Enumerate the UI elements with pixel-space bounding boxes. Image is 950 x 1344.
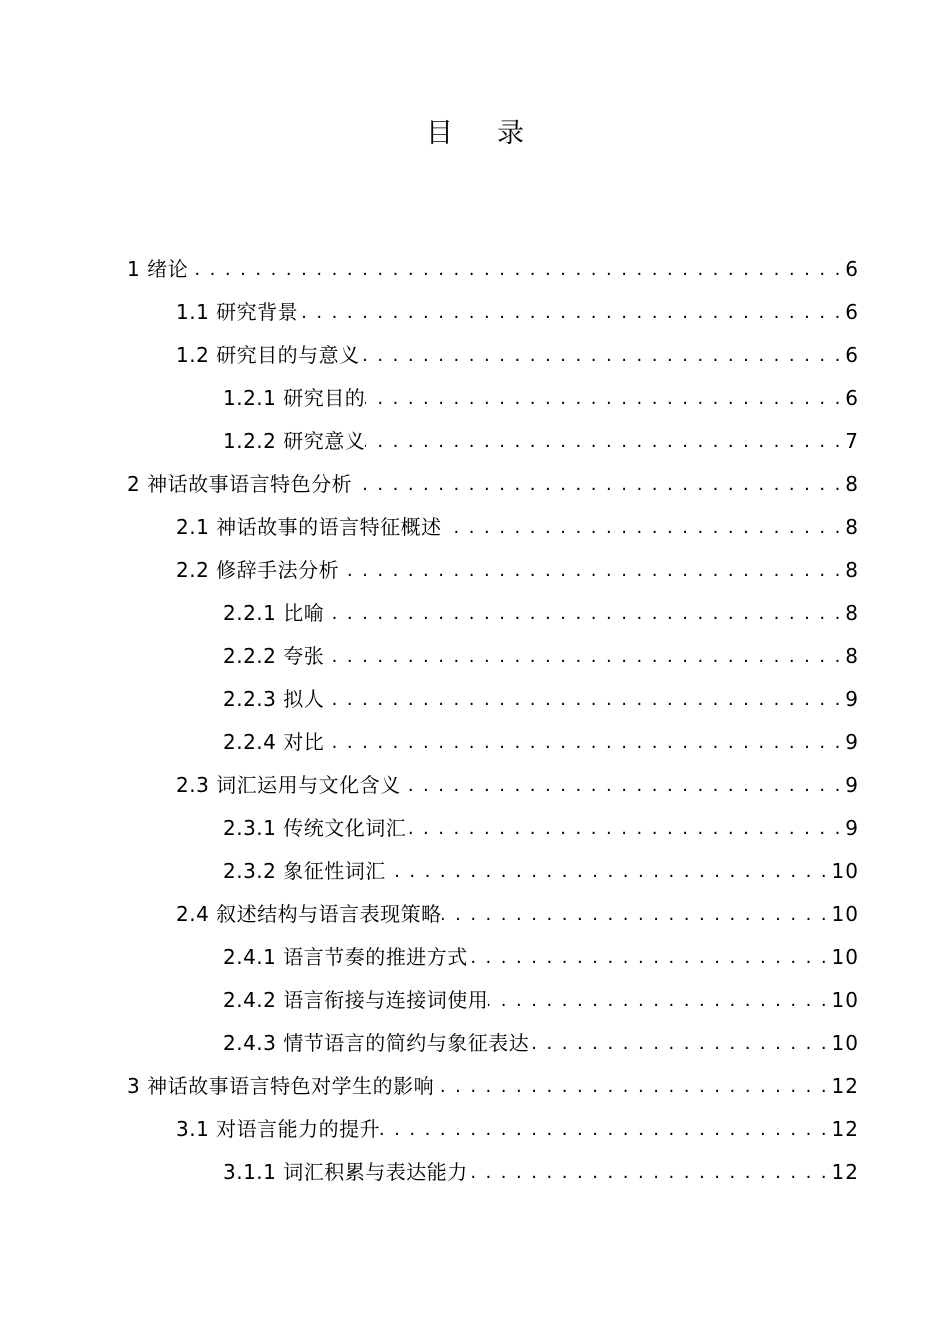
dot-leader [298, 291, 842, 334]
toc-entry-page: 12 [831, 1074, 859, 1098]
dot-leader [352, 463, 842, 506]
dot-leader [401, 764, 843, 807]
toc-entry[interactable] [0, 936, 950, 979]
dot-leader [324, 592, 842, 635]
dot-leader [188, 248, 842, 291]
toc-entry[interactable] [0, 721, 950, 764]
toc-entry-label: 1.1 研究背景 [176, 300, 299, 324]
toc-entry[interactable] [0, 592, 950, 635]
toc-entry-label: 2.2.3 拟人 [223, 687, 325, 711]
toc-entry-label: 2.4 叙述结构与语言表现策略 [176, 902, 442, 926]
toc-entry-label: 3.1 对语言能力的提升 [176, 1117, 381, 1141]
toc-entry-page: 6 [845, 386, 859, 410]
toc-entry-label: 1.2.2 研究意义 [223, 429, 366, 453]
dot-leader [339, 549, 842, 592]
toc-entry[interactable] [0, 1065, 950, 1108]
toc-entry[interactable] [0, 420, 950, 463]
toc-entry-label: 3 神话故事语言特色对学生的影响 [127, 1074, 435, 1098]
toc-entry[interactable] [0, 506, 950, 549]
toc-entry-page: 6 [845, 257, 859, 281]
dot-leader [324, 721, 842, 764]
toc-entry[interactable] [0, 807, 950, 850]
toc-entry-page: 10 [831, 902, 859, 926]
toc-entry[interactable] [0, 549, 950, 592]
toc-entry-label: 1 绪论 [127, 257, 189, 281]
toc-entry-label: 1.2 研究目的与意义 [176, 343, 360, 367]
dot-leader [386, 850, 829, 893]
dot-leader [442, 893, 829, 936]
toc-entry[interactable] [0, 635, 950, 678]
toc-entry[interactable] [0, 463, 950, 506]
toc-entry[interactable] [0, 850, 950, 893]
toc-entry[interactable] [0, 248, 950, 291]
dot-leader [442, 506, 843, 549]
toc-entry-page: 12 [831, 1117, 859, 1141]
toc-entry-page: 6 [845, 300, 859, 324]
toc-entry-label: 2.3.1 传统文化词汇 [223, 816, 407, 840]
dot-leader [324, 635, 842, 678]
toc-title [0, 114, 950, 154]
toc-entry[interactable] [0, 979, 950, 1022]
toc-entry-page: 9 [845, 816, 859, 840]
toc-entry-label: 2.2.4 对比 [223, 730, 325, 754]
dot-leader [468, 936, 829, 979]
dot-leader [324, 678, 842, 721]
dot-leader [529, 1022, 828, 1065]
toc-entry[interactable] [0, 764, 950, 807]
toc-entry[interactable] [0, 291, 950, 334]
toc-entry-label: 2.3.2 象征性词汇 [223, 859, 386, 883]
toc-entry-label: 2.4.1 语言节奏的推进方式 [223, 945, 468, 969]
toc-entry-label: 2.3 词汇运用与文化含义 [176, 773, 401, 797]
dot-leader [406, 807, 842, 850]
toc-entry-label: 2.4.2 语言衔接与连接词使用 [223, 988, 489, 1012]
toc-entry-label: 2.4.3 情节语言的简约与象征表达 [223, 1031, 530, 1055]
toc-entry[interactable] [0, 678, 950, 721]
toc-entry[interactable] [0, 1151, 950, 1194]
toc-entry[interactable] [0, 334, 950, 377]
toc-entry-page: 10 [831, 988, 859, 1012]
toc-entry-page: 8 [845, 601, 859, 625]
toc-title-part-1: 目 [426, 118, 453, 149]
toc-entry[interactable] [0, 1108, 950, 1151]
toc-entry-label: 2 神话故事语言特色分析 [127, 472, 353, 496]
dot-leader [488, 979, 828, 1022]
toc-entry[interactable] [0, 893, 950, 936]
toc-entry-page: 10 [831, 859, 859, 883]
toc-title-part-2: 录 [497, 118, 524, 149]
dot-leader [434, 1065, 828, 1108]
toc-entry-page: 8 [845, 558, 859, 582]
toc-entry-label: 2.2.2 夸张 [223, 644, 325, 668]
toc-entry-page: 8 [845, 472, 859, 496]
toc-entry-label: 1.2.1 研究目的 [223, 386, 366, 410]
toc-entry-page: 9 [845, 730, 859, 754]
dot-leader [360, 334, 843, 377]
toc-entry[interactable] [0, 1022, 950, 1065]
toc-entry-page: 10 [831, 1031, 859, 1055]
dot-leader [380, 1108, 828, 1151]
toc-entry-page: 9 [845, 687, 859, 711]
toc-entry[interactable] [0, 377, 950, 420]
dot-leader [365, 420, 842, 463]
toc-entry-label: 2.1 神话故事的语言特征概述 [176, 515, 442, 539]
toc-entry-page: 12 [831, 1160, 859, 1184]
toc-entry-label: 2.2 修辞手法分析 [176, 558, 340, 582]
toc-entry-page: 6 [845, 343, 859, 367]
dot-leader [468, 1151, 829, 1194]
toc-entry-page: 8 [845, 644, 859, 668]
toc-entry-page: 10 [831, 945, 859, 969]
toc-entry-page: 7 [845, 429, 859, 453]
toc-entry-page: 9 [845, 773, 859, 797]
dot-leader [365, 377, 842, 420]
toc-entry-label: 3.1.1 词汇积累与表达能力 [223, 1160, 468, 1184]
toc-entry-label: 2.2.1 比喻 [223, 601, 325, 625]
toc-entry-page: 8 [845, 515, 859, 539]
